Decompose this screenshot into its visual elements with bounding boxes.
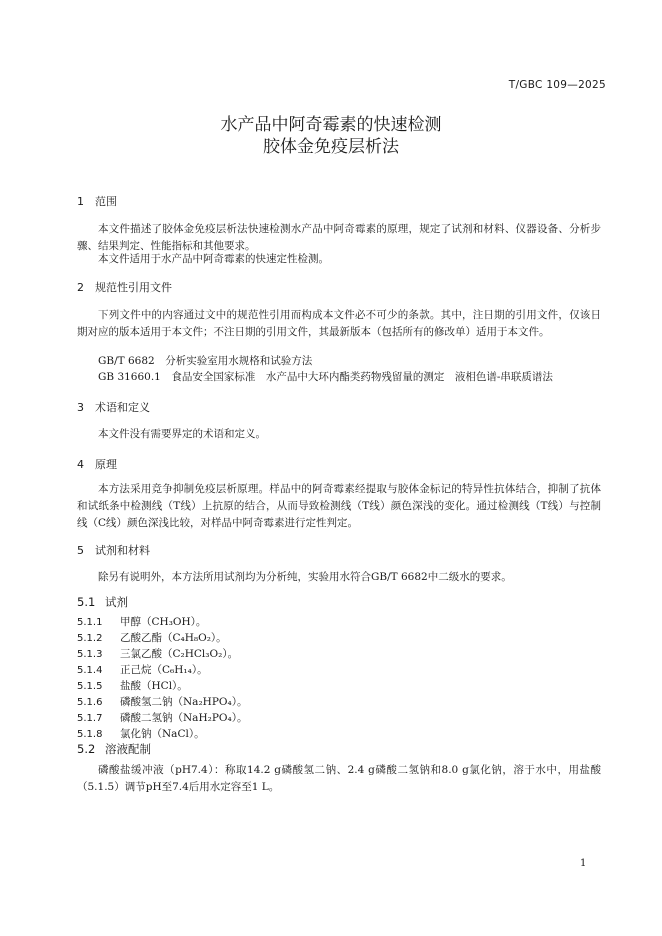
subsection-number: 5.1 bbox=[77, 595, 96, 609]
item-number: 5.1.7 bbox=[77, 713, 103, 724]
section-title: 原理 bbox=[95, 458, 117, 471]
item-text: 氯化钠（NaCl）。 bbox=[120, 728, 205, 740]
subsection-title: 溶液配制 bbox=[105, 742, 151, 756]
item-text: 盐酸（HCl）。 bbox=[120, 680, 188, 692]
reagent-item bbox=[77, 710, 247, 725]
item-number: 5.1.8 bbox=[77, 729, 103, 740]
reagent-item bbox=[77, 662, 208, 677]
section-2-paragraph-1: 下列文件中的内容通过文中的规范性引用而构成本文件必不可少的条款。其中，注日期的引用文件，仅该日期对应的版本适用于本文件；不注日期的引用文件，其最新版本（包括所有的修改单）适用于本文件。 bbox=[77, 309, 601, 338]
section-title: 术语和定义 bbox=[95, 401, 150, 414]
section-number: 2 bbox=[77, 281, 84, 294]
subsection-title: 试剂 bbox=[105, 595, 128, 609]
reagent-item bbox=[77, 694, 247, 709]
item-text: 乙酸乙酯（C₄H₈O₂）。 bbox=[120, 632, 227, 644]
section-1-paragraph-2: 本文件适用于水产品中阿奇霉素的快速定性检测。 bbox=[98, 253, 329, 265]
section-number: 5 bbox=[77, 544, 84, 557]
section-title: 范围 bbox=[95, 195, 117, 208]
section-number: 4 bbox=[77, 458, 84, 471]
item-number: 5.1.6 bbox=[77, 697, 103, 708]
section-2-heading bbox=[77, 279, 172, 295]
item-number: 5.1.1 bbox=[77, 617, 103, 628]
item-text: 三氯乙酸（C₂HCl₃O₂）。 bbox=[120, 648, 239, 660]
item-number: 5.1.5 bbox=[77, 681, 103, 692]
item-number: 5.1.3 bbox=[77, 649, 103, 660]
section-4-heading bbox=[77, 456, 117, 472]
subsection-5-2-heading bbox=[77, 741, 151, 757]
reagent-item bbox=[77, 678, 188, 693]
section-4-paragraph-1: 本方法采用竞争抑制免疫层析原理。样品中的阿奇霉素经提取与胶体金标记的特异性抗体结合，抑制了抗体和试纸条中检测线（T线）上抗原的结合，从而导致检测线（T线）颜色深浅的变化。通过检测线（T线）与控制线（C线）颜色深浅比较，对样品中阿奇霉素进行定性判定。 bbox=[77, 483, 601, 529]
normative-reference: GB/T 6682 分析实验室用水规格和试验方法 bbox=[98, 355, 313, 367]
standard-code: T/GBC 109—2025 bbox=[508, 79, 606, 91]
item-number: 5.1.4 bbox=[77, 665, 103, 676]
document-title-line2: 胶体金免疫层析法 bbox=[263, 137, 399, 157]
section-number: 3 bbox=[77, 401, 84, 414]
section-title: 试剂和材料 bbox=[95, 544, 150, 557]
reagent-item bbox=[77, 614, 206, 629]
section-3-heading bbox=[77, 399, 150, 415]
reagent-item bbox=[77, 646, 238, 661]
item-text: 磷酸二氢钠（NaH₂PO₄）。 bbox=[120, 712, 248, 724]
section-1-paragraph-1: 本文件描述了胶体金免疫层析法快速检测水产品中阿奇霉素的原理，规定了试剂和材料、仪器设备、分析步骤、结果判定、性能指标和其他要求。 bbox=[77, 223, 601, 252]
section-5-heading bbox=[77, 542, 150, 558]
subsection-number: 5.2 bbox=[77, 742, 96, 756]
item-number: 5.1.2 bbox=[77, 633, 103, 644]
reagent-item bbox=[77, 726, 205, 741]
section-5-paragraph-1: 除另有说明外，本方法所用试剂均为分析纯，实验用水符合GB/T 6682中二级水的要求。 bbox=[98, 571, 512, 583]
item-text: 正己烷（C₆H₁₄）。 bbox=[120, 664, 208, 676]
reagent-item bbox=[77, 630, 227, 645]
subsection-5-2-paragraph-1: 磷酸盐缓冲液（pH7.4）：称取14.2 g磷酸氢二钠、2.4 g磷酸二氢钠和8.0 g氯化钠，溶于水中，用盐酸（5.1.5）调节pH至7.4后用水定容至1 L。 bbox=[77, 764, 601, 793]
section-number: 1 bbox=[77, 195, 84, 208]
document-title-line1: 水产品中阿奇霉素的快速检测 bbox=[220, 115, 442, 135]
section-1-heading bbox=[77, 193, 117, 209]
section-3-paragraph-1: 本文件没有需要界定的术语和定义。 bbox=[98, 428, 266, 440]
page-number: 1 bbox=[580, 858, 587, 869]
item-text: 甲醇（CH₃OH）。 bbox=[120, 616, 207, 628]
section-title: 规范性引用文件 bbox=[95, 281, 172, 294]
item-text: 磷酸氢二钠（Na₂HPO₄）。 bbox=[120, 696, 248, 708]
normative-reference: GB 31660.1 食品安全国家标准 水产品中大环内酯类药物残留量的测定 液相色谱-串联质谱法 bbox=[98, 371, 553, 383]
subsection-5-1-heading bbox=[77, 594, 128, 610]
